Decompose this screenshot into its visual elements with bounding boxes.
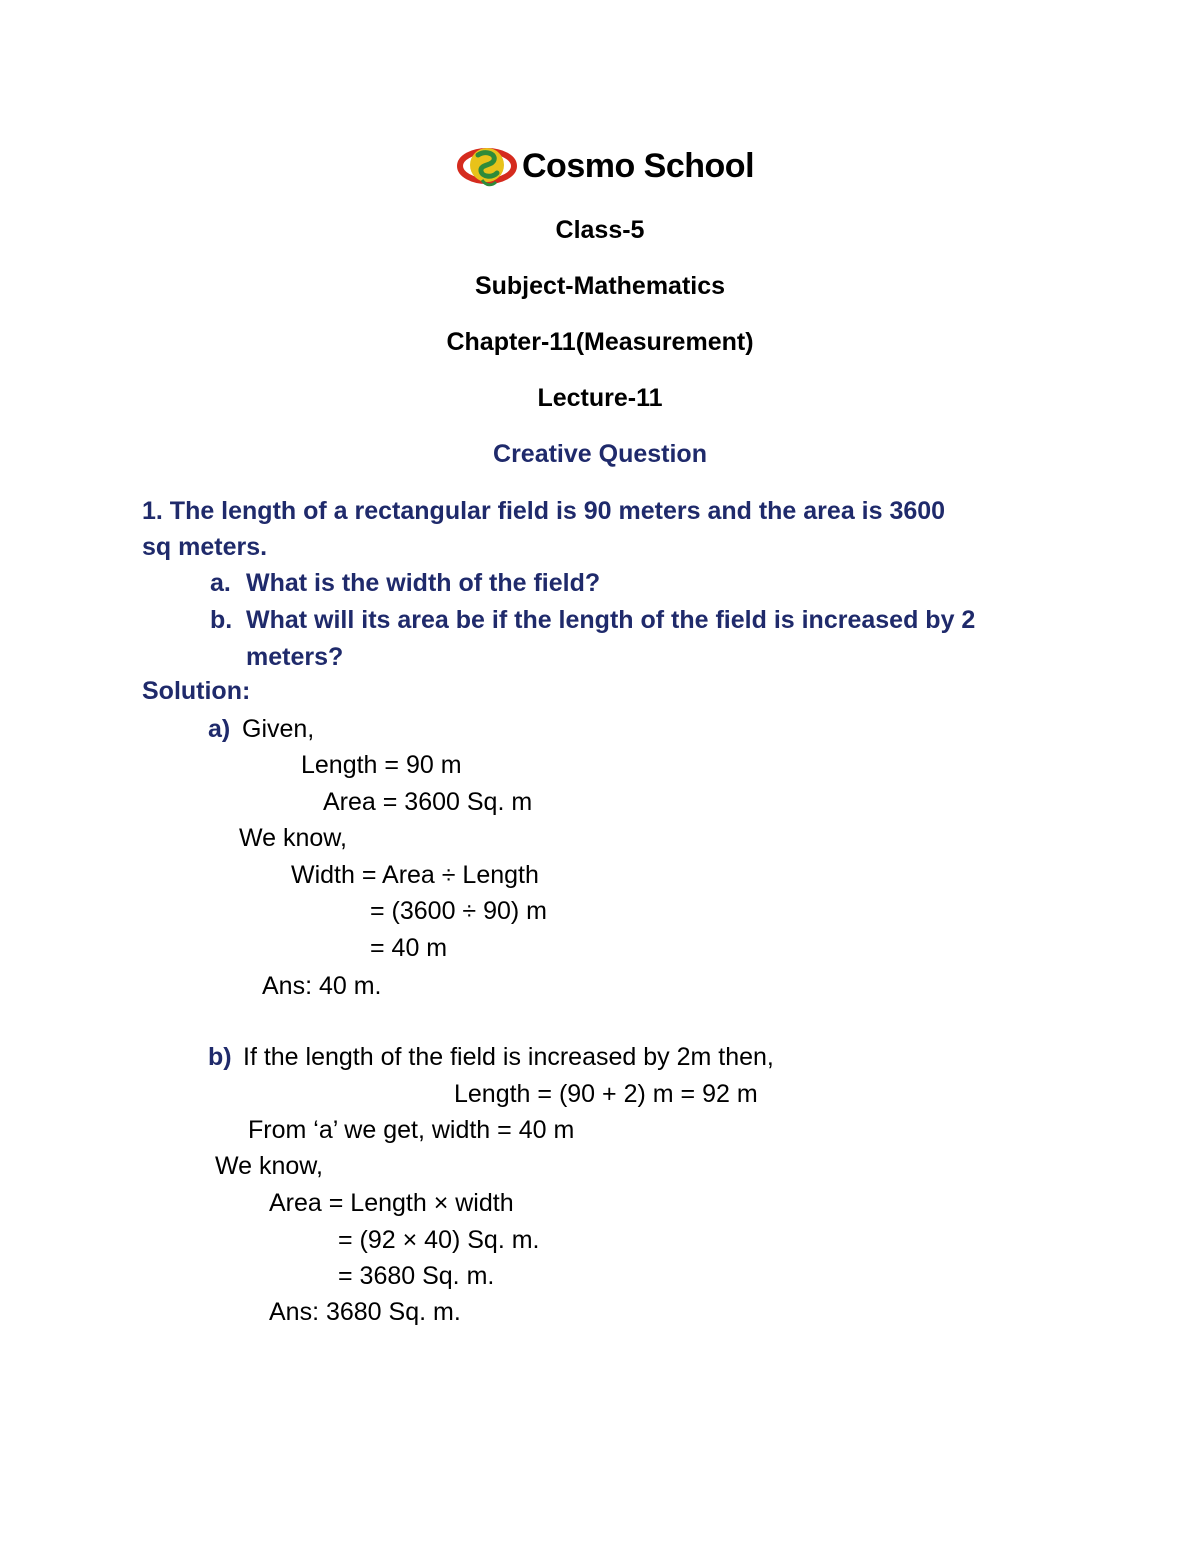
- part-a-line: Area = 3600 Sq. m: [323, 788, 533, 816]
- lecture-label: Lecture-11: [537, 384, 663, 412]
- part-b-answer: Ans: 3680 Sq. m.: [269, 1298, 461, 1326]
- part-b-line: Area = Length × width: [269, 1189, 514, 1217]
- part-b-marker: b): [208, 1043, 232, 1071]
- school-logo: [456, 140, 754, 192]
- class-label: Class-5: [555, 216, 645, 244]
- part-a-marker: a): [208, 715, 231, 743]
- question-line-2: sq meters.: [142, 533, 268, 561]
- subject-label: Subject-Mathematics: [474, 272, 726, 300]
- part-a-line: We know,: [239, 824, 347, 852]
- part-b-line: = 3680 Sq. m.: [338, 1262, 495, 1290]
- part-b-line: From ‘a’ we get, width = 40 m: [248, 1116, 575, 1144]
- logo-text: Cosmo School: [522, 146, 755, 185]
- question-b-text-1: What will its area be if the length of the field is increased by 2: [246, 606, 976, 634]
- question-a-text: What is the width of the field?: [246, 569, 601, 597]
- section-title: Creative Question: [493, 440, 707, 468]
- question-a-marker: a.: [210, 569, 231, 597]
- question-b-marker: b.: [210, 606, 233, 634]
- part-a-line: = 40 m: [370, 934, 448, 962]
- part-a-answer: Ans: 40 m.: [262, 972, 382, 1000]
- part-a-line: Given,: [242, 715, 315, 743]
- part-b-line: Length = (90 + 2) m = 92 m: [454, 1080, 758, 1108]
- question-b-text-2: meters?: [246, 643, 344, 671]
- part-a-line: = (3600 ÷ 90) m: [370, 897, 548, 925]
- part-a-line: Width = Area ÷ Length: [291, 861, 539, 889]
- question-line-1: 1. The length of a rectangular field is 90 meters and the area is 3600: [142, 497, 946, 525]
- part-a-line: Length = 90 m: [301, 751, 462, 779]
- part-b-line: = (92 × 40) Sq. m.: [338, 1226, 540, 1254]
- part-b-line: We know,: [215, 1152, 323, 1180]
- chapter-label: Chapter-11(Measurement): [446, 328, 754, 356]
- solution-title: Solution:: [142, 677, 251, 705]
- cosmo-logo-icon: [456, 140, 518, 192]
- part-b-line: If the length of the field is increased by 2m then,: [243, 1043, 774, 1071]
